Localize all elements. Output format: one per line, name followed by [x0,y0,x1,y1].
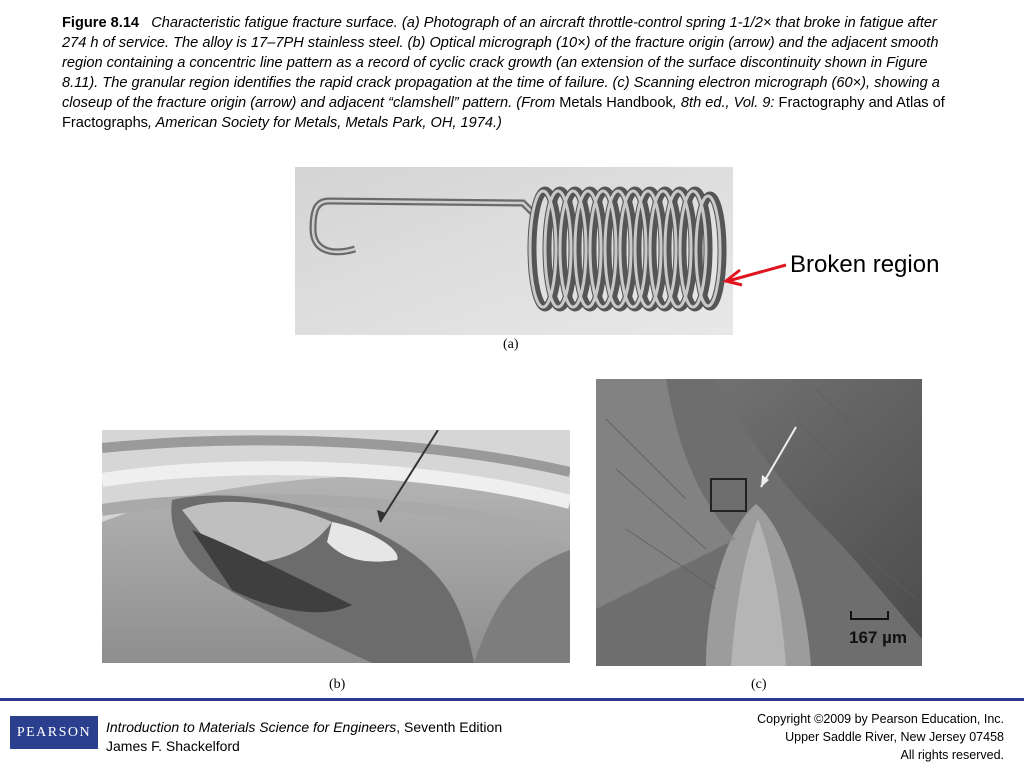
book-title: Introduction to Materials Science for Engineers [106,719,397,735]
book-edition: , Seventh Edition [396,719,503,735]
caption-book-2: Fractography and Atlas of Fractographs [62,95,945,131]
figure-caption [62,13,962,133]
spring-photo [295,167,733,335]
copyright-line-3: All rights reserved. [900,748,1004,762]
broken-region-label: Broken region [790,251,940,278]
sem-micrograph [596,379,922,666]
pearson-logo: PEARSON [10,716,98,749]
footer-divider [0,698,1024,701]
copyright-line-1: Copyright ©2009 by Pearson Education, Inc. [757,712,1004,726]
book-info [106,718,502,756]
figure-c-label: (c) [751,677,767,692]
caption-text-1: Characteristic fatigue fracture surface. (a) Photograph of an aircraft throttle-control spring 1-1/2× that broke in fatigue after 274 h of service. The alloy is 17–7PH stainless steel. (b) Optical micrograph (10×) of the fracture origin (arrow) and the adjacent smooth region containing a concentric line pattern as a record of cyclic crack growth (an extension of the surface discontinuity shown in Figure 8.11). The granular region identifies the rapid crack propagation at the time of failure. (c) Scanning electron micrograph (60×), showing a closeup of the fracture origin (arrow) and adjacent “clamshell” pattern. (From [62,15,940,111]
scale-bar-text: 167 µm [849,628,907,647]
optical-micrograph [102,430,570,663]
figure-label: Figure 8.14 [62,15,140,31]
copyright-line-2: Upper Saddle River, New Jersey 07458 [785,730,1004,744]
figure-a-label: (a) [503,337,519,352]
caption-text-2: , 8th ed., Vol. 9: [672,95,779,111]
figure-b-label: (b) [329,677,346,692]
caption-text-3: , American Society for Metals, Metals Park, OH, 1974.) [147,115,502,131]
broken-region-arrow [718,255,788,290]
book-author: James F. Shackelford [106,738,240,754]
copyright-notice [757,710,1004,764]
caption-book-1: Metals Handbook [559,95,673,111]
